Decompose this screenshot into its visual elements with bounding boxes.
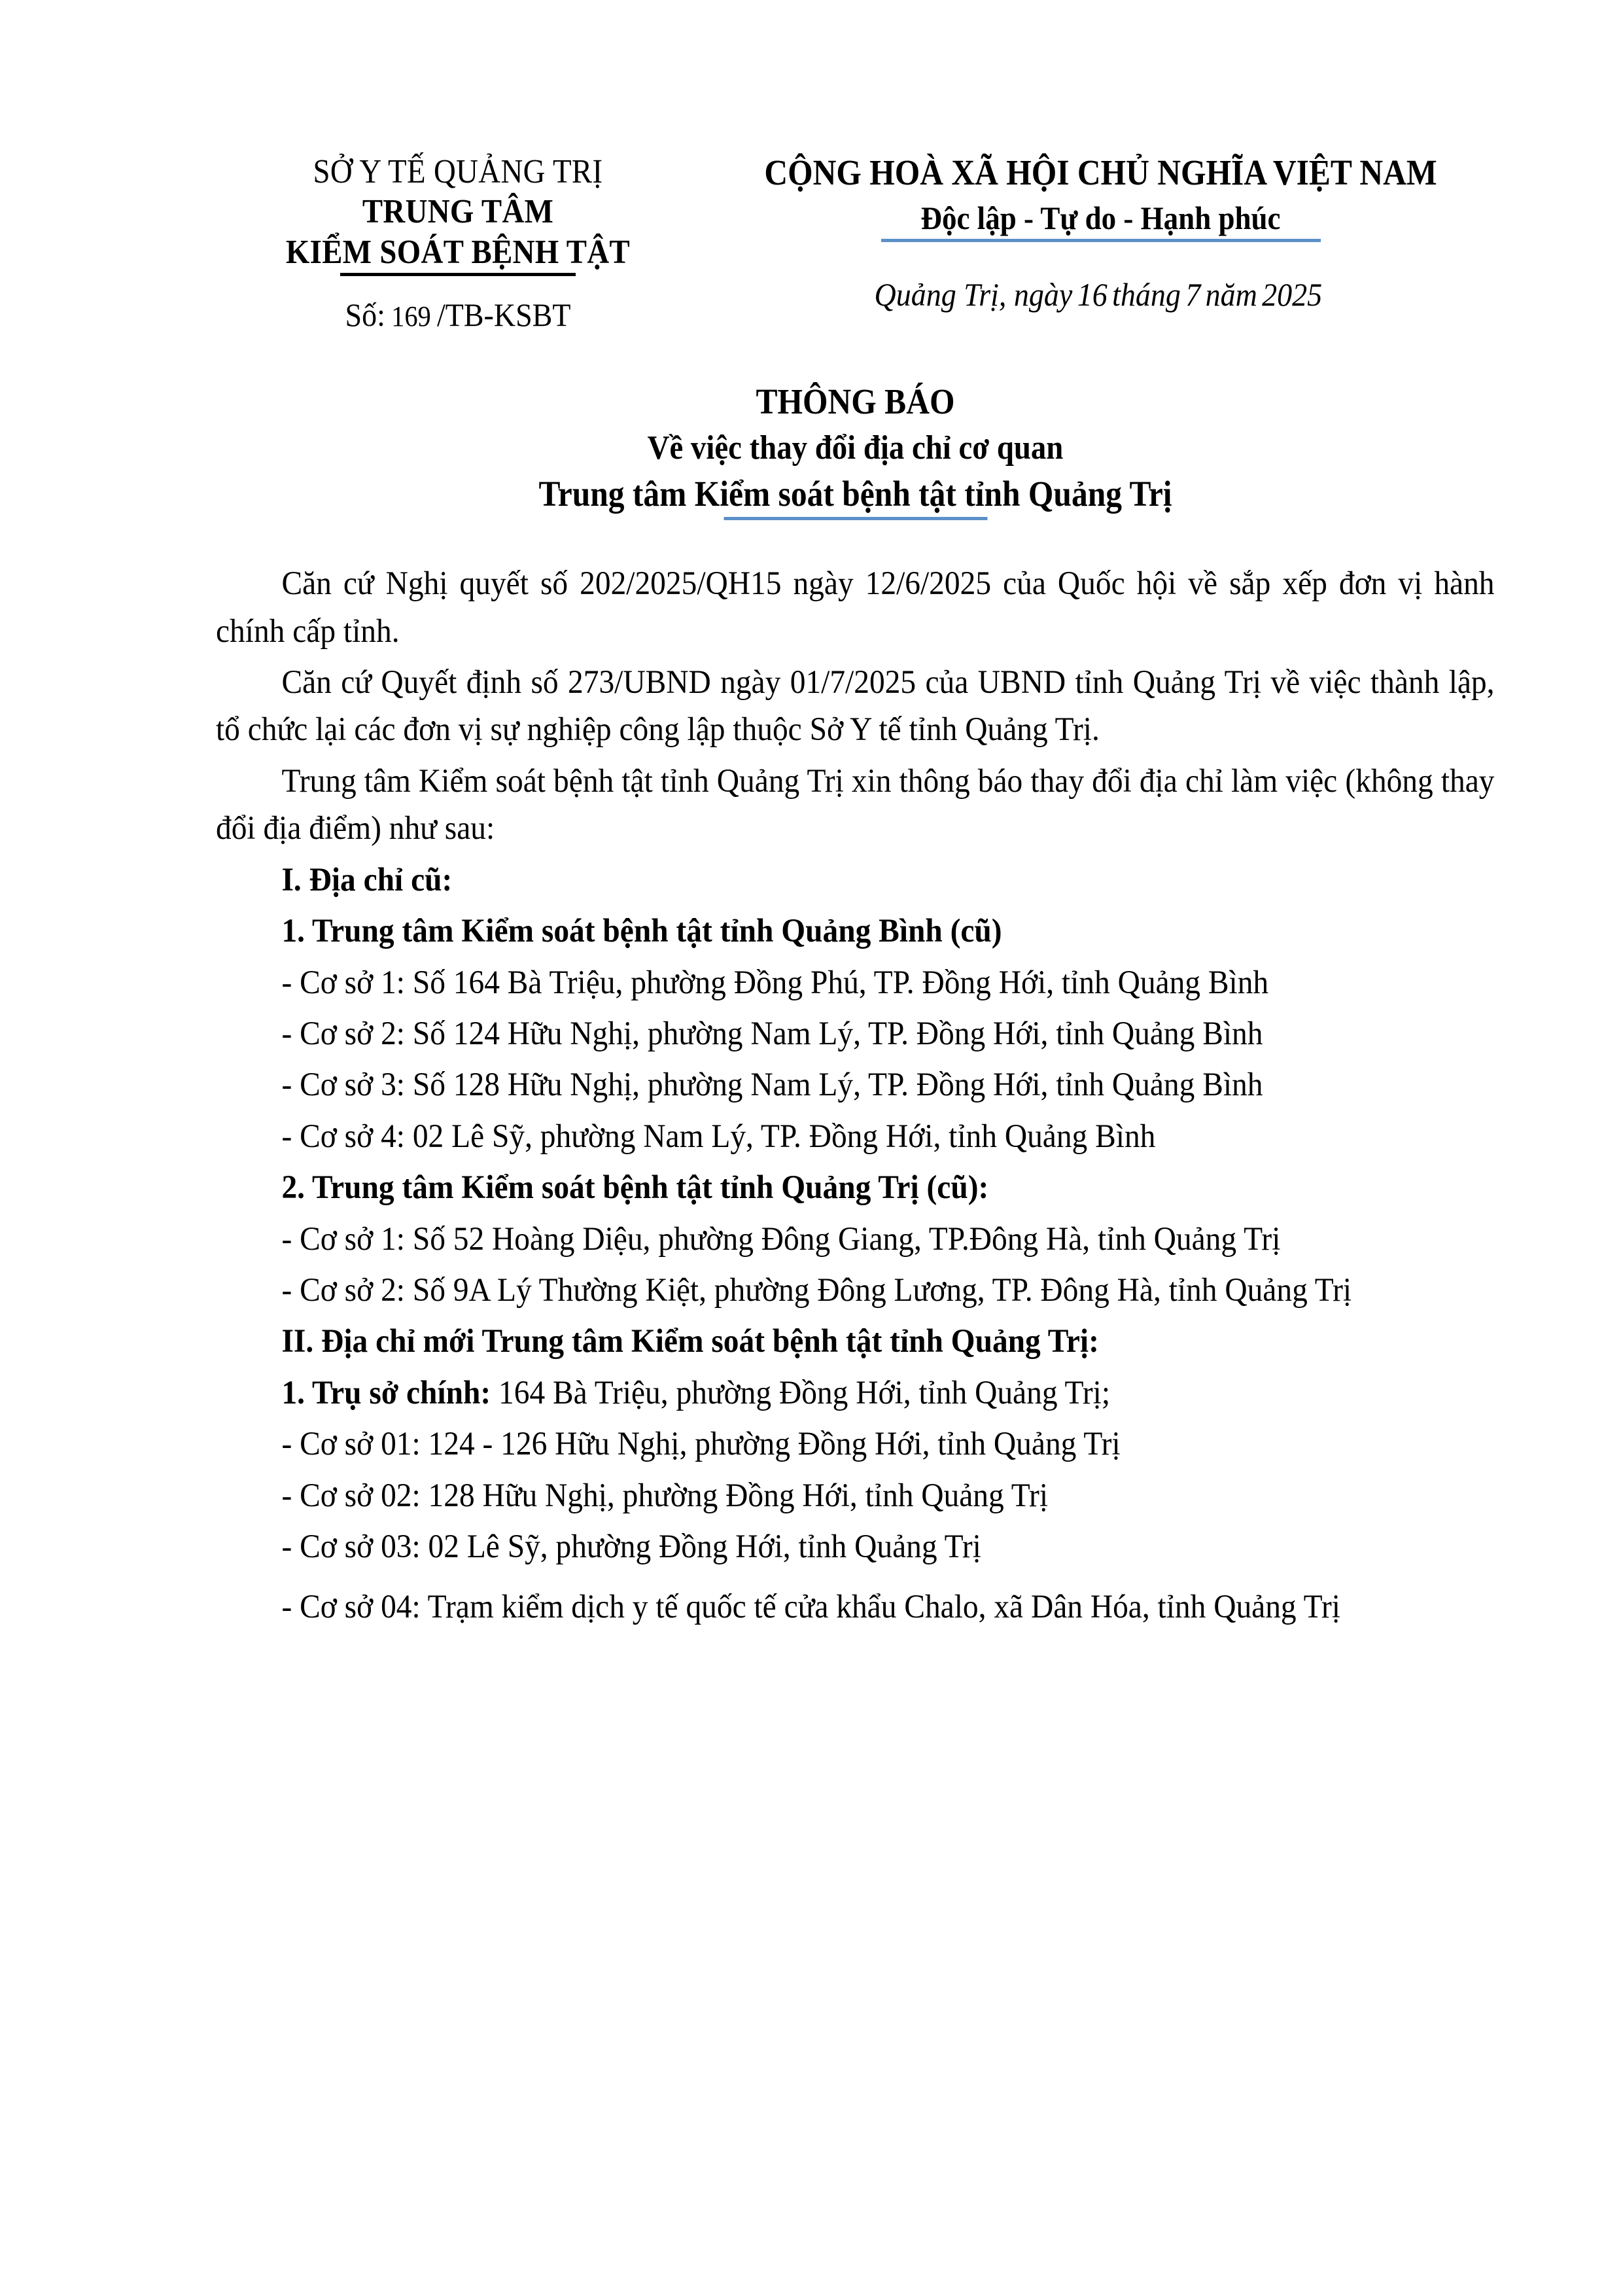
- headquarters-label: 1. Trụ sở chính:: [281, 1374, 491, 1411]
- list-item: - Cơ sở 2: Số 9A Lý Thường Kiệt, phường Đông Lương, TP. Đông Hà, tỉnh Quảng Trị: [281, 1271, 1352, 1309]
- headquarters-line: [216, 1369, 1495, 1417]
- subsection-heading-quang-binh: 1. Trung tâm Kiểm soát bệnh tật tỉnh Quảng Bình (cũ): [281, 913, 1002, 950]
- list-item: - Cơ sở 03: 02 Lê Sỹ, phường Đồng Hới, tỉnh Quảng Trị: [281, 1528, 981, 1565]
- list-item: - Cơ sở 1: Số 164 Bà Triệu, phường Đồng Phú, TP. Đồng Hới, tỉnh Quảng Bình: [281, 964, 1269, 1001]
- issue-place: Quảng Trị, ngày: [874, 276, 1073, 313]
- org-underline-container: [216, 272, 700, 279]
- list-item: - Cơ sở 01: 124 - 126 Hữu Nghị, phường Đồng Hới, tỉnh Quảng Trị: [281, 1426, 1121, 1463]
- org-underline: [340, 273, 576, 276]
- title-underline: [724, 517, 987, 520]
- list-item: - Cơ sở 1: Số 52 Hoàng Diệu, phường Đông Giang, TP.Đông Hà, tỉnh Quảng Trị: [281, 1220, 1281, 1258]
- document-subject-line-2: Trung tâm Kiểm soát bệnh tật tỉnh Quảng Trị: [538, 474, 1172, 514]
- document-title-block: [216, 381, 1495, 525]
- issue-year: 2025: [1262, 276, 1323, 313]
- issuing-organization-block: [216, 152, 700, 334]
- document-number-label: Số:: [345, 296, 385, 334]
- org-parent-name: SỞ Y TẾ QUẢNG TRỊ: [313, 153, 603, 190]
- subsection-heading-quang-tri: 2. Trung tâm Kiểm soát bệnh tật tỉnh Quảng Trị (cũ):: [281, 1169, 989, 1207]
- list-item: - Cơ sở 02: 128 Hữu Nghị, phường Đồng Hới, tỉnh Quảng Trị: [281, 1477, 1049, 1514]
- country-name: CỘNG HOÀ XÃ HỘI CHỦ NGHĨA VIỆT NAM: [764, 152, 1437, 192]
- motto-underline: [881, 239, 1321, 242]
- org-name-line-1: TRUNG TÂM: [362, 193, 554, 231]
- org-name-line-2: KIỂM SOÁT BỆNH TẬT: [285, 233, 631, 271]
- document-header: [216, 0, 1495, 334]
- document-subject-line-1: Về việc thay đổi địa chỉ cơ quan: [647, 429, 1064, 467]
- month-label: tháng: [1112, 276, 1181, 313]
- section-heading-old-address: I. Địa chỉ cũ:: [281, 861, 453, 898]
- document-type-title: THÔNG BÁO: [756, 381, 955, 422]
- national-motto: Độc lập - Tự do - Hạnh phúc: [920, 200, 1281, 237]
- motto-underline-container: [707, 238, 1495, 245]
- document-number-line: [236, 296, 681, 334]
- document-number-suffix: /TB-KSBT: [437, 296, 571, 334]
- place-and-date-line: [738, 275, 1463, 313]
- document-content: [216, 0, 1495, 1635]
- document-body: [216, 560, 1495, 1631]
- title-underline-container: [216, 516, 1495, 525]
- paragraph-legal-basis-1: Căn cứ Nghị quyết số 202/2025/QH15 ngày 12/6/2025 của Quốc hội về sắp xếp đơn vị hành chính cấp tỉnh.: [216, 565, 1495, 650]
- year-label: năm: [1205, 276, 1257, 313]
- list-item: - Cơ sở 2: Số 124 Hữu Nghị, phường Nam Lý, TP. Đồng Hới, tỉnh Quảng Bình: [281, 1015, 1263, 1052]
- document-number-value: 169: [391, 300, 431, 333]
- list-spacer: [216, 1574, 1495, 1583]
- headquarters-address: 164 Bà Triệu, phường Đồng Hới, tỉnh Quảng Trị;: [498, 1374, 1110, 1411]
- paragraph-legal-basis-2: Căn cứ Quyết định số 273/UBND ngày 01/7/2025 của UBND tỉnh Quảng Trị về việc thành lập, tổ chức lại các đơn vị sự nghiệp công lập thuộc Sở Y tế tỉnh Quảng Trị.: [216, 664, 1495, 749]
- issue-day: 16: [1077, 276, 1108, 313]
- national-heading-block: [700, 152, 1495, 313]
- list-item: - Cơ sở 4: 02 Lê Sỹ, phường Nam Lý, TP. Đồng Hới, tỉnh Quảng Bình: [281, 1118, 1156, 1155]
- issue-month: 7: [1185, 276, 1201, 313]
- section-heading-new-address: II. Địa chỉ mới Trung tâm Kiểm soát bệnh tật tỉnh Quảng Trị:: [281, 1323, 1099, 1360]
- list-item: - Cơ sở 04: Trạm kiểm dịch y tế quốc tế cửa khẩu Chalo, xã Dân Hóa, tỉnh Quảng Trị: [281, 1589, 1340, 1626]
- list-item: - Cơ sở 3: Số 128 Hữu Nghị, phường Nam Lý, TP. Đồng Hới, tỉnh Quảng Bình: [281, 1067, 1263, 1104]
- paragraph-announcement-intro: Trung tâm Kiểm soát bệnh tật tỉnh Quảng Trị xin thông báo thay đổi địa chỉ làm việc (không thay đổi địa điểm) như sau:: [216, 762, 1495, 847]
